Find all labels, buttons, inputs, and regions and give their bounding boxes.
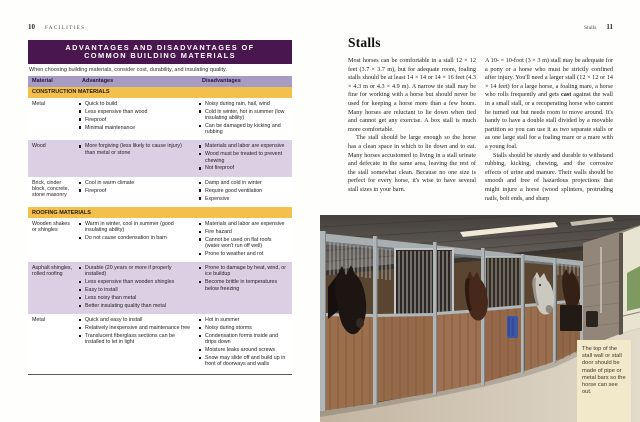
disadvantage-item: Snow may slide off and build up in front of doorways and walls [198, 355, 286, 367]
disadvantage-item: Become brittle in temperatures below freezing [198, 279, 286, 291]
disadvantage-item: Not fireproof [198, 165, 286, 171]
advantage-item: Fireproof [78, 117, 192, 123]
advantage-item: Easy to install [78, 287, 192, 293]
advantage-item: More forgiving (less likely to cause injury) than metal or stone [78, 143, 192, 155]
disadvantages-list [198, 265, 292, 311]
photo-caption: The top of the stall wall or stall door should be made of pipe or metal bars so the horse can see out. [577, 340, 631, 422]
running-head-right [584, 16, 613, 34]
disadvantage-item: Expensive [198, 196, 286, 202]
advantage-item: Warm in winter, cool in summer (good insulating ability) [78, 221, 192, 233]
advantage-item: Less expensive than wood [78, 109, 192, 115]
table-row [28, 98, 292, 141]
material-cell: Wooden shakes or shingles [32, 220, 70, 234]
table-header-row [28, 76, 292, 87]
disadvantages-list [198, 221, 292, 259]
disadvantage-item: Noisy during storms [198, 325, 286, 331]
disadvantage-item: Condensation forms inside and drips down [198, 333, 286, 345]
material-cell: Brick, cinder block, concrete, stone masonry [32, 179, 70, 199]
bars-panel-backdrop [485, 257, 522, 309]
table-title-banner [28, 40, 292, 64]
table-row [28, 140, 292, 176]
building-materials-table [28, 40, 292, 375]
paragraph [485, 57, 613, 152]
disadvantage-item: Prone to weather and rot [198, 251, 286, 257]
advantage-item: Minimal maintenance [78, 125, 192, 131]
body-column-2 [485, 57, 613, 203]
advantage-item: Quick and easy to install [78, 317, 192, 323]
advantage-item: Cool in warm climate [78, 180, 192, 186]
table-intro: When choosing building materials, consider cost, durability, and insulating quality. [29, 66, 227, 73]
disadvantage-item: Hot in summer [198, 317, 286, 323]
disadvantage-item: Wood must be treated to prevent chewing [198, 151, 286, 163]
bold-term: cast [560, 91, 572, 99]
paragraph-text: A 10- × 10-foot (3 × 3 m) stall may be adequate for a pony or a horse who must be strictly confined after injury. You'll need a larger stall (12 × 12 or 14 × 14 feet) for a large horse, a foaling mare, a horse who rolls frequently and gets [485, 57, 613, 99]
trees-outside [627, 266, 640, 311]
advantage-item: Fireproof [78, 188, 192, 194]
disadvantage-item: Prone to damage by heat, wind, or ice buildup [198, 265, 286, 277]
paragraph-text: against the wall in a small stall, or a recuperating horse who cannot be turned out but needs room to move around. It's handy to have a double stall divided by a movable partition so you can use it as two separate stalls or as one large stall for a foaling mare or a mare with a young foal. [485, 91, 614, 150]
material-cell: Metal [32, 317, 45, 324]
disadvantage-item: Require good ventilation [198, 188, 286, 194]
table-title-line1: ADVANTAGES AND DISADVANTAGES OF [65, 42, 255, 52]
disadvantage-item: Cannot be used on flat roofs (water won't run off well) [198, 237, 286, 249]
column-header-material: Material [32, 78, 53, 85]
advantage-item: Do not cause condensation in barn [78, 235, 192, 241]
disadvantages-list [198, 180, 292, 204]
running-head-left-label: FACILITIES [45, 25, 86, 31]
disadvantage-item: Fire hazard [198, 229, 286, 235]
section-header-construction: CONSTRUCTION MATERIALS [28, 87, 292, 98]
body-text-columns [348, 57, 613, 203]
disadvantage-item: Materials and labor are expensive [198, 221, 286, 227]
body-column-1 [348, 57, 476, 203]
table-row [28, 177, 292, 207]
paragraph: The stall should be large enough so the horse has a clean space in which to lie down and to eat. Many horses accustomed to living in a stall urinate and defecate in the same area, leaving the rest of the stall somewhat clean. Because no one size is perfect for every horse, it's wise to have several stall sizes in your barn. [348, 134, 476, 193]
disadvantages-list [198, 101, 292, 137]
column-header-advantages: Advantages [82, 78, 114, 85]
disadvantage-item: Cold in winter, hot in summer (low insulating ability) [198, 109, 286, 121]
door-post [619, 233, 623, 335]
table-row [28, 314, 292, 372]
bars-panel-backdrop [395, 249, 453, 315]
advantages-list [78, 221, 198, 259]
advantage-item: Durable (20 years or more if properly installed) [78, 265, 192, 277]
advantages-list [78, 101, 198, 137]
page-title: Stalls [348, 35, 381, 50]
running-head-left [28, 16, 85, 34]
disadvantages-list [198, 317, 292, 369]
table-row [28, 262, 292, 314]
advantages-list [78, 180, 198, 204]
hanging-blanket [560, 305, 582, 331]
blue-halter [507, 316, 518, 338]
advantage-item: Less noisy than metal [78, 295, 192, 301]
material-cell: Wood [32, 143, 46, 150]
disadvantages-list [198, 143, 292, 173]
advantage-item: Better insulating quality than metal [78, 303, 192, 309]
material-cell: Metal [32, 100, 45, 107]
advantage-item: Relatively inexpensive and maintenance free [78, 325, 192, 331]
column-header-disadvantages: Disadvantages [202, 78, 241, 85]
hanging-gear [586, 311, 598, 327]
page-number-left: 10 [28, 23, 35, 31]
disadvantage-item: Noisy during rain, hail, wind [198, 101, 286, 107]
table-row [28, 218, 292, 262]
advantage-item: Translucent fiberglass sections can be installed to let in light [78, 333, 192, 345]
advantages-list [78, 317, 198, 369]
disadvantage-item: Moisture leaks around screws [198, 347, 286, 353]
advantage-item: Quick to build [78, 101, 192, 107]
horse-stalls-photo [320, 215, 640, 422]
table-title-line2: COMMON BUILDING MATERIALS [84, 51, 236, 61]
material-cell: Asphalt shingles, rolled roofing [32, 265, 73, 278]
page-number-right: 11 [606, 23, 613, 31]
disadvantage-item: Materials and labor are expensive [198, 143, 286, 149]
section-header-roofing: ROOFING MATERIALS [28, 207, 292, 218]
disadvantage-item: Can be damaged by kicking and rubbing [198, 123, 286, 135]
advantages-list [78, 265, 198, 311]
paragraph: Stalls should be sturdy and durable to withstand rubbing, kicking, chewing, and the corrosive effects of urine and manure. Their walls should be smooth and free of hazardous projections that might injure a horse (wood splinters, protruding nails, bolt ends, and sharp [485, 151, 613, 202]
table-bottom-rule [28, 374, 292, 375]
paragraph: Most horses can be comfortable in a stall 12 × 12 feet (3.7 × 3.7 m), but for adequate room, foaling stalls should be at least 14 × 14 or 14 × 16 feet (4.3 × 4.3 m or 4.3 × 4.9 m). A narrow tie stall may be fine for working with a horse but should never be used for keeping a horse more than a few hours. Many horses are reluctant to lie down when tied and cannot get any exercise. A box stall is much more comfortable. [348, 57, 476, 133]
advantages-list [78, 143, 198, 173]
running-head-right-label: Stalls [583, 25, 597, 31]
disadvantage-item: Damp and cold in winter [198, 180, 286, 186]
advantage-item: Less expensive than wooden shingles [78, 279, 192, 285]
